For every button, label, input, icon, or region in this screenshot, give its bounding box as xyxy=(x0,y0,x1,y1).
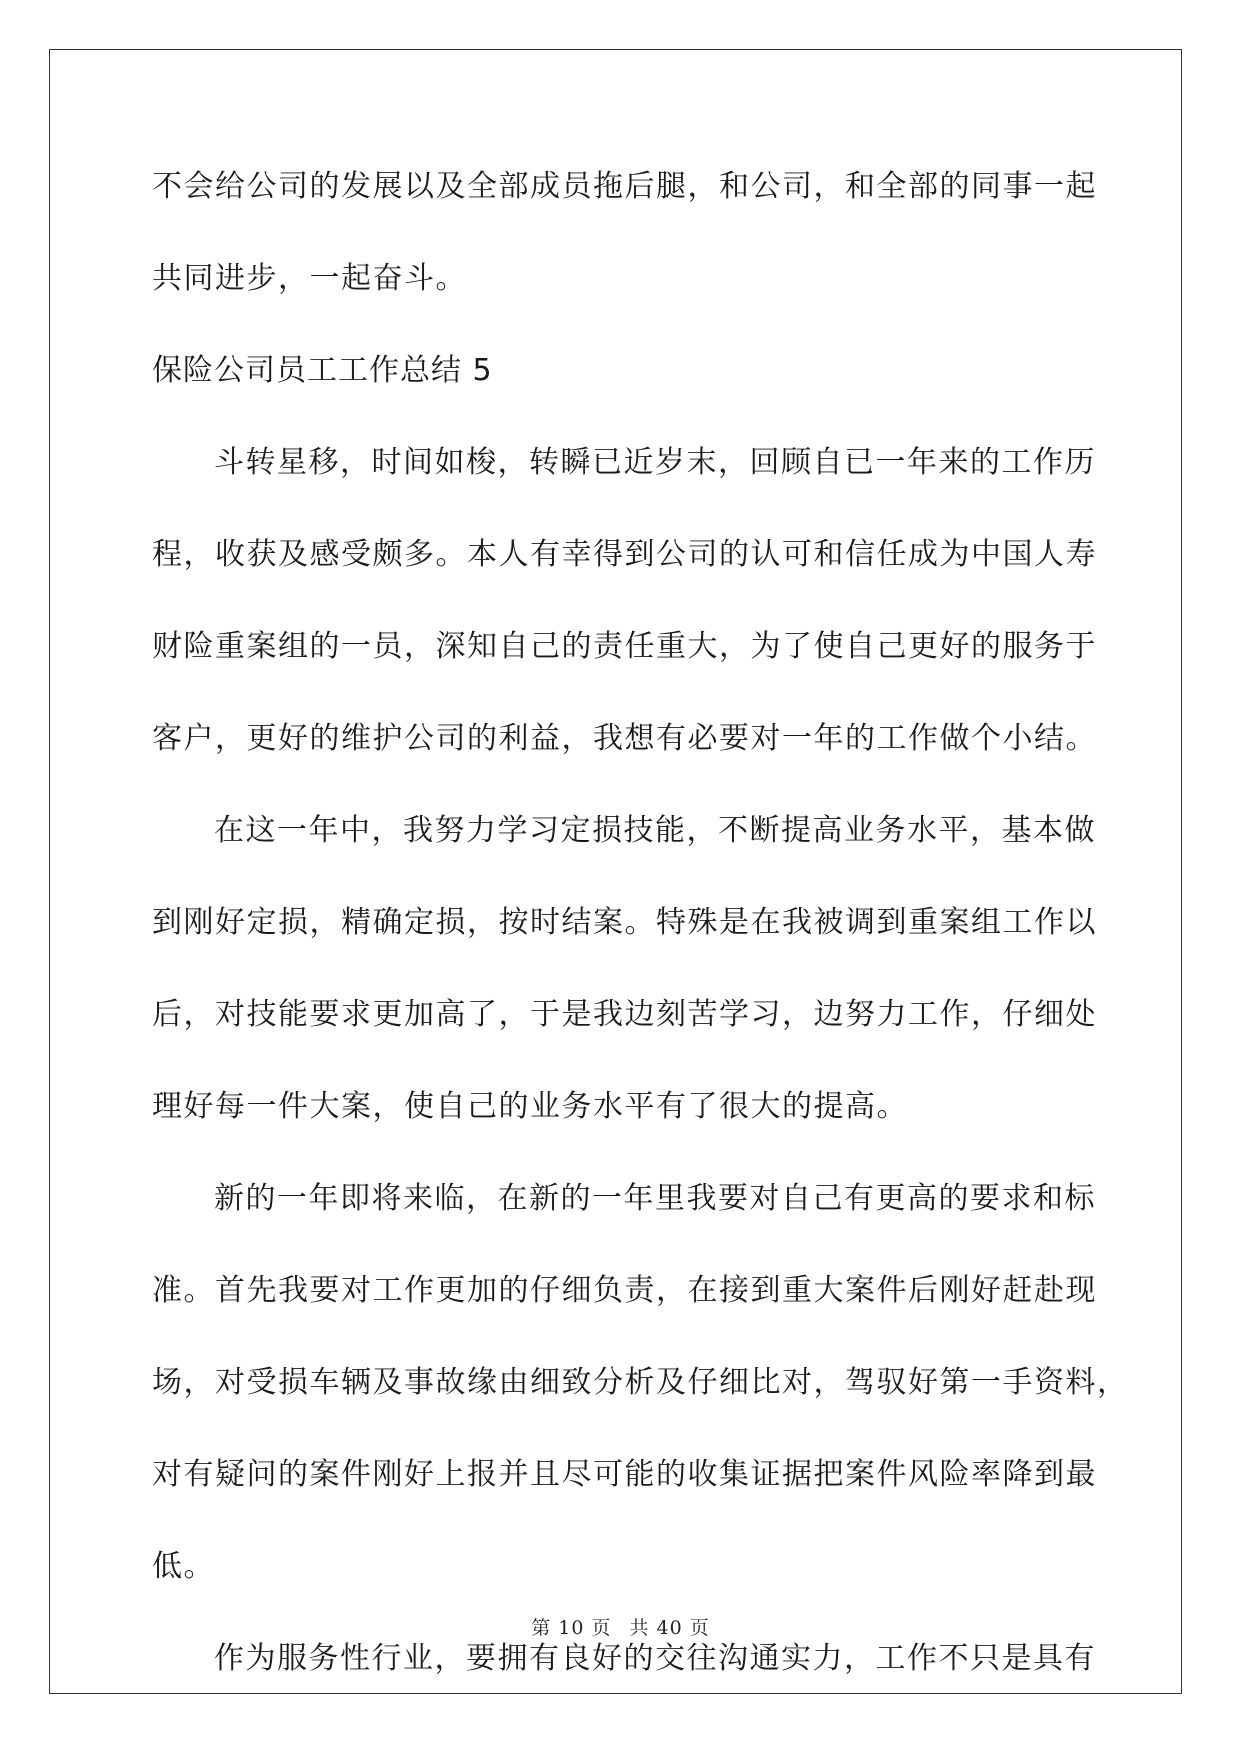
paragraph-line: 理好每一件大案，使自己的业务水平有了很大的提高。 xyxy=(152,1089,908,1124)
paragraph-line: 到刚好定损，精确定损，按时结案。特殊是在我被调到重案组工作以 xyxy=(152,905,1097,940)
page-number: 第 10 页 xyxy=(531,1617,612,1639)
page-total: 共 40 页 xyxy=(629,1617,710,1639)
document-body xyxy=(152,157,1129,1689)
paragraph-line: 新的一年即将来临，在新的一年里我要对自己有更高的要求和标 xyxy=(214,1181,1096,1216)
paragraph-line: 不会给公司的发展以及全部成员拖后腿，和公司，和全部的同事一起 xyxy=(152,169,1097,204)
section-heading: 保险公司员工工作总结 5 xyxy=(152,353,493,388)
paragraph-line: 在这一年中，我努力学习定损技能，不断提高业务水平，基本做 xyxy=(214,813,1096,848)
page-footer xyxy=(0,1613,1241,1640)
paragraph-line: 低。 xyxy=(152,1549,215,1584)
paragraph-line: 后，对技能要求更加高了，于是我边刻苦学习，边努力工作，仔细处 xyxy=(152,997,1097,1032)
paragraph-line: 准。首先我要对工作更加的仔细负责，在接到重大案件后刚好赶赴现 xyxy=(152,1273,1097,1308)
paragraph-line: 对有疑问的案件刚好上报并且尽可能的收集证据把案件风险率降到最 xyxy=(152,1457,1097,1492)
paragraph-line: 共同进步，一起奋斗。 xyxy=(152,261,467,296)
paragraph-line: 场，对受损车辆及事故缘由细致分析及仔细比对，驾驭好第一手资料， xyxy=(152,1365,1129,1400)
paragraph-line: 斗转星移，时间如梭，转瞬已近岁末，回顾自已一年来的工作历 xyxy=(214,445,1096,480)
paragraph-line: 程，收获及感受颇多。本人有幸得到公司的认可和信任成为中国人寿 xyxy=(152,537,1097,572)
paragraph-line: 作为服务性行业，要拥有良好的交往沟通实力，工作不只是具有 xyxy=(214,1641,1096,1676)
paragraph-line: 客户，更好的维护公司的利益，我想有必要对一年的工作做个小结。 xyxy=(152,721,1097,756)
paragraph-line: 财险重案组的一员，深知自己的责任重大，为了使自己更好的服务于 xyxy=(152,629,1097,664)
